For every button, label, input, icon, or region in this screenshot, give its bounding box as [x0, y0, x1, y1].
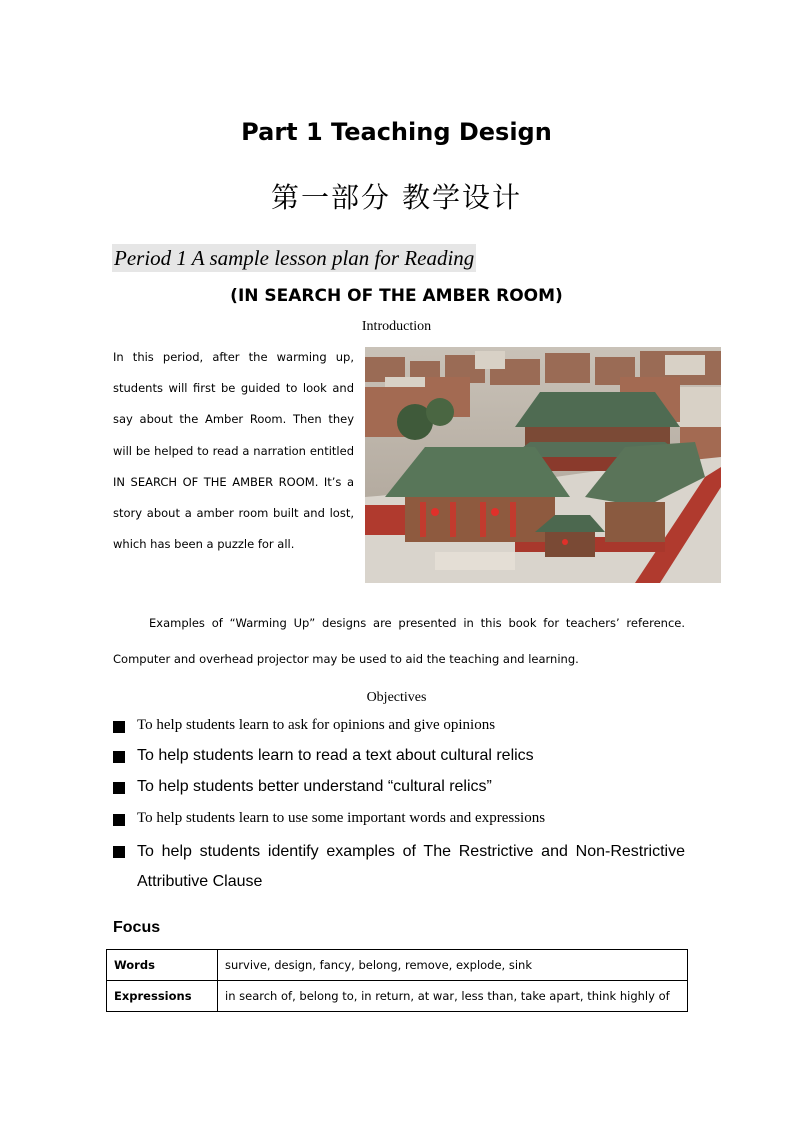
intro-line: In this period, after the warming up,	[113, 350, 354, 364]
table-row	[107, 981, 688, 1012]
examples-paragraph	[113, 605, 685, 677]
objective-text: To help students learn to read a text about cultural relics	[137, 747, 534, 764]
intro-line: IN SEARCH OF THE AMBER ROOM. It’s a	[113, 474, 354, 489]
bullet-square-icon	[113, 782, 125, 794]
table-cell-value: in search of, belong to, in return, at war, less than, take apart, think highly of	[218, 981, 688, 1012]
focus-table	[106, 949, 688, 1012]
objectives-heading: Objectives	[366, 690, 427, 705]
introduction-heading: Introduction	[361, 319, 432, 334]
table-row	[107, 950, 688, 981]
focus-heading: Focus	[113, 919, 161, 936]
objective-text-line: Attributive Clause	[137, 873, 263, 890]
bullet-square-icon	[113, 751, 125, 763]
table-cell-value: survive, design, fancy, belong, remove, explode, sink	[218, 950, 688, 981]
lesson-title: (IN SEARCH OF THE AMBER ROOM)	[230, 286, 563, 306]
intro-line: story about a amber room built and lost,	[113, 506, 354, 521]
objective-text-line: To help students identify examples of The Restrictive and Non-Restrictive	[137, 843, 685, 860]
page-title: Part 1 Teaching Design	[241, 118, 552, 146]
bullet-square-icon	[113, 721, 125, 733]
intro-line: say about the Amber Room. Then they	[113, 412, 354, 427]
temple-photo	[365, 347, 721, 583]
bullet-square-icon	[113, 846, 125, 858]
objective-text: To help students better understand “cultural relics”	[137, 778, 492, 795]
examples-line: Examples of “Warming Up” designs are presented in this book for teachers’ reference.	[149, 616, 685, 630]
table-cell-label: Expressions	[107, 981, 218, 1012]
page-title-chinese: 第一部分 教学设计	[271, 181, 522, 214]
period-label: Period 1 A sample lesson plan for Reading	[114, 246, 475, 270]
objective-text: To help students learn to ask for opinions and give opinions	[137, 717, 496, 733]
introduction-paragraph	[113, 342, 354, 560]
table-cell-label: Words	[107, 950, 218, 981]
bullet-square-icon	[113, 814, 125, 826]
examples-line: Computer and overhead projector may be used to aid the teaching and learning.	[113, 652, 579, 666]
intro-line: will be helped to read a narration entitled	[113, 443, 354, 458]
intro-line: which has been a puzzle for all.	[113, 537, 295, 552]
objective-text	[137, 837, 685, 897]
objective-text: To help students learn to use some important words and expressions	[137, 810, 546, 826]
intro-line: students will first be guided to look and	[113, 381, 354, 396]
